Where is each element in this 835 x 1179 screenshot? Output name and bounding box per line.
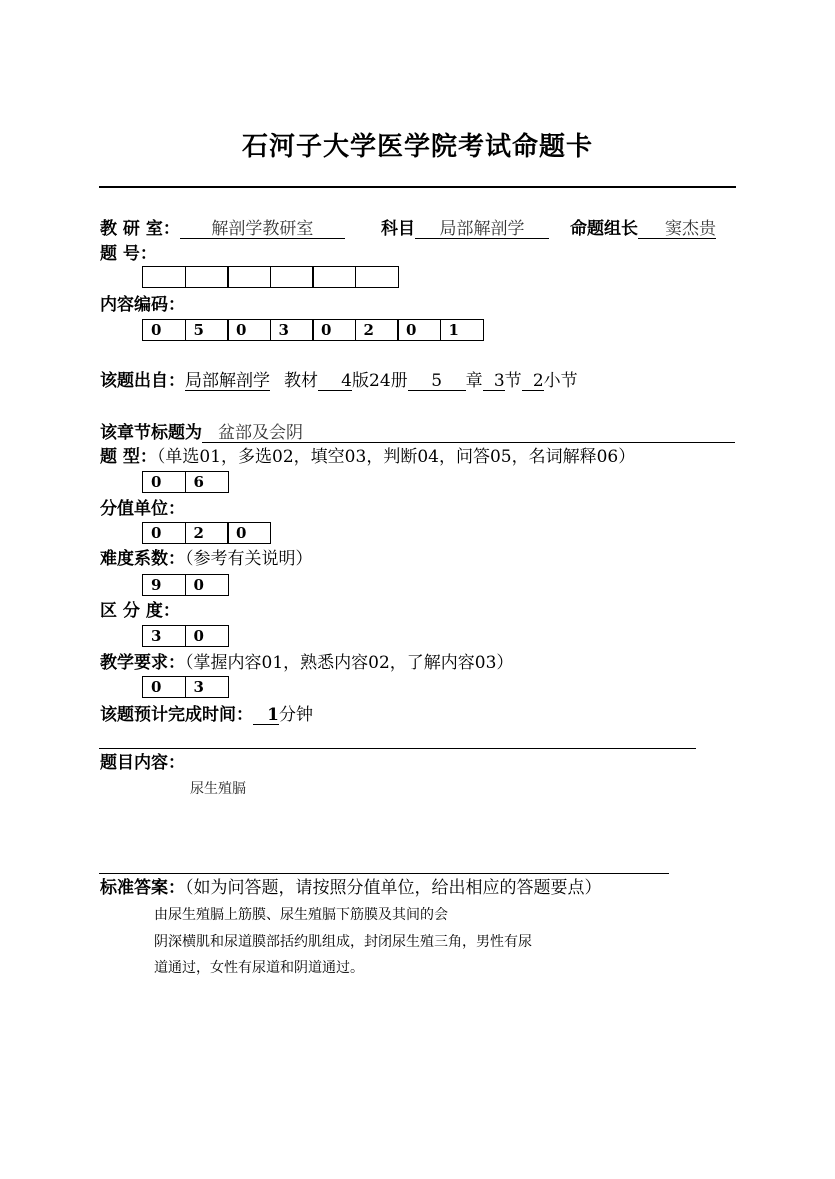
code-cell — [355, 266, 399, 288]
discrimination-boxes — [142, 625, 229, 647]
answer-note: （如为问答题，请按照分值单位，给出相应的答题要点） — [185, 878, 602, 898]
score-unit-boxes — [142, 522, 271, 544]
dept-value: 解剖学教研室 — [180, 220, 345, 239]
section-suffix: 节 — [504, 371, 522, 391]
answer-divider — [99, 873, 669, 874]
code-cell: 5 — [185, 319, 229, 341]
teaching-req-boxes — [142, 676, 229, 698]
answer-label: 标准答案： — [100, 878, 185, 898]
edition-suffix: 版24册 — [352, 371, 408, 391]
answer-line: 道通过，女性有尿道和阴道通过。 — [154, 960, 364, 976]
code-cell: 1 — [440, 319, 484, 341]
qtype-boxes — [142, 471, 229, 493]
difficulty-label: 难度系数： — [100, 549, 185, 569]
answer-line: 由尿生殖膈上筋膜、尿生殖膈下筋膜及其间的会 — [154, 907, 448, 923]
content-code-label: 内容编码： — [100, 295, 185, 315]
answer-line: 阴深横肌和尿道膜部括约肌组成，封闭尿生殖三角，男性有尿 — [154, 934, 532, 950]
leader-label: 命题组长 — [570, 219, 638, 239]
source-row — [100, 370, 578, 392]
question-divider — [99, 748, 696, 749]
est-time-value: 1 — [253, 706, 279, 725]
leader-value: 窦杰贵 — [638, 220, 716, 239]
answer-row — [100, 877, 602, 899]
code-cell — [227, 266, 271, 288]
subsection-value: 2 — [522, 372, 544, 391]
code-cell: 2 — [355, 319, 399, 341]
score-unit-label: 分值单位： — [100, 499, 185, 519]
subject-value: 局部解剖学 — [415, 220, 549, 239]
question-no-label: 题 号： — [100, 244, 157, 264]
source-label: 该题出自： — [100, 371, 185, 391]
code-cell — [312, 266, 356, 288]
chapter-value: 5 — [408, 372, 466, 391]
code-cell: 0 — [142, 676, 186, 698]
code-cell: 3 — [185, 676, 229, 698]
code-cell: 9 — [142, 574, 186, 596]
teaching-req-label: 教学要求： — [100, 653, 185, 673]
subject-label: 科目 — [381, 219, 415, 239]
subject-row — [381, 218, 549, 240]
code-cell — [185, 266, 229, 288]
difficulty-note: （参考有关说明） — [185, 549, 313, 569]
code-cell: 0 — [142, 522, 186, 544]
code-cell: 0 — [185, 625, 229, 647]
code-cell: 0 — [142, 319, 186, 341]
question-text: 尿生殖膈 — [190, 781, 246, 797]
qtype-note: （单选01，多选02，填空03，判断04，问答05，名词解释06） — [156, 447, 636, 467]
code-cell: 2 — [185, 522, 229, 544]
section-title-value: 盆部及会阴 — [218, 424, 735, 443]
code-cell: 0 — [185, 574, 229, 596]
code-cell: 0 — [312, 319, 356, 341]
teaching-req-note: （掌握内容01，熟悉内容02，了解内容03） — [185, 653, 514, 673]
question-no-boxes — [142, 266, 399, 288]
code-cell: 0 — [397, 319, 441, 341]
question-label: 题目内容： — [100, 753, 185, 773]
code-cell: 3 — [270, 319, 314, 341]
dept-row — [100, 218, 345, 240]
page-title: 石河子大学医学院考试命题卡 — [241, 132, 593, 162]
section-title-label: 该章节标题为 — [100, 423, 202, 443]
code-cell — [142, 266, 186, 288]
subsection-suffix: 小节 — [543, 371, 578, 391]
teaching-req-row — [100, 652, 513, 674]
dept-label: 教 研 室： — [100, 219, 180, 239]
title-divider — [99, 186, 736, 188]
qtype-row — [100, 446, 635, 468]
content-code-boxes — [142, 319, 484, 341]
code-cell: 0 — [142, 471, 186, 493]
qtype-label: 题 型： — [100, 447, 157, 467]
code-cell — [270, 266, 314, 288]
difficulty-row — [100, 548, 313, 570]
code-cell: 6 — [185, 471, 229, 493]
textbook-suffix: 教材 — [284, 371, 318, 391]
discrimination-label: 区 分 度： — [100, 601, 180, 621]
difficulty-boxes — [142, 574, 229, 596]
section-title-row — [100, 422, 735, 444]
chapter-suffix: 章 — [465, 371, 483, 391]
edition-value: 4 — [318, 372, 352, 391]
textbook-value: 局部解剖学 — [185, 371, 270, 391]
est-time-label: 该题预计完成时间： — [100, 705, 253, 725]
code-cell: 3 — [142, 625, 186, 647]
code-cell: 0 — [227, 522, 271, 544]
est-time-row — [100, 704, 313, 726]
leader-row — [570, 218, 716, 240]
code-cell: 0 — [227, 319, 271, 341]
est-time-suffix: 分钟 — [279, 705, 313, 725]
section-value: 3 — [483, 372, 505, 391]
